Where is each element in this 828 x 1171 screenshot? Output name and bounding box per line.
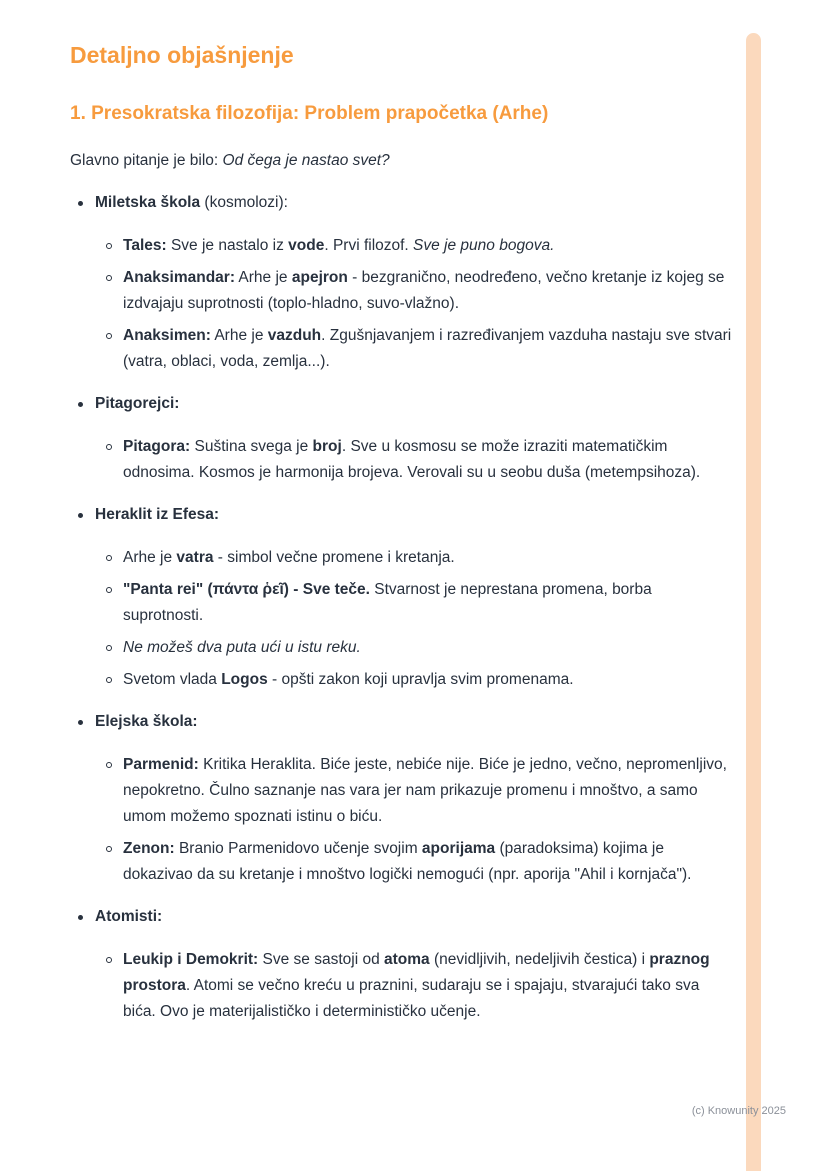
- text-segment: Miletska škola: [95, 194, 201, 211]
- text-segment: - opšti zakon koji upravlja svim promenama.: [267, 671, 574, 688]
- text-segment: Logos: [221, 671, 268, 688]
- document-content: [70, 42, 736, 1031]
- outline-subitem: [70, 323, 736, 375]
- text-segment: Suština svega je: [190, 438, 313, 455]
- text-segment: . Zgušnjavanjem i razređivanjem vazduha nastaju sve stvari (vatra, oblaci, voda, zemlja...).: [123, 327, 732, 370]
- outline-subitem-text: [123, 836, 736, 888]
- text-segment: Anaksimandar:: [123, 269, 235, 286]
- outline-subitem-text: [123, 752, 736, 830]
- intro-text: Glavno pitanje je bilo:: [70, 152, 223, 169]
- text-segment: vazduh: [267, 327, 322, 344]
- outline-item-text: [95, 190, 288, 216]
- text-segment: . Atomi se večno kreću u praznini, sudaraju se i spajaju, stvarajući tako sva bića. Ovo je materijalističko i determinističko učenje.: [123, 977, 700, 1020]
- text-segment: Parmenid:: [123, 756, 199, 773]
- outline-subitem: [70, 265, 736, 317]
- text-segment: Sve je puno bogova.: [413, 237, 555, 254]
- text-segment: Tales:: [123, 237, 167, 254]
- text-segment: . Prvi filozof.: [324, 237, 414, 254]
- bullet-icon: [78, 402, 83, 407]
- outline-item: [70, 709, 736, 735]
- outline-subitem-text: [123, 947, 736, 1025]
- text-segment: Leukip i Demokrit:: [123, 951, 259, 968]
- text-segment: apejron: [291, 269, 348, 286]
- outline-subitem-text: [123, 667, 574, 693]
- outline-subitem: [70, 434, 736, 486]
- text-segment: aporijama: [421, 840, 496, 857]
- outline-subitem: [70, 545, 736, 571]
- copyright-footer: (c) Knowunity 2025: [691, 1105, 786, 1117]
- text-segment: atoma: [384, 951, 430, 968]
- text-segment: (kosmolozi):: [200, 194, 288, 211]
- text-segment: - simbol večne promene i kretanja.: [213, 549, 455, 566]
- text-segment: vode: [288, 237, 325, 254]
- outline-group: [70, 391, 736, 486]
- text-segment: vatra: [176, 549, 214, 566]
- circle-bullet-icon: [106, 333, 112, 339]
- text-segment: Arhe je: [210, 327, 268, 344]
- text-segment: Svetom vlada: [123, 671, 222, 688]
- outline-subitem: [70, 836, 736, 888]
- outline-subitem-text: [123, 635, 361, 661]
- outline-item-text: [95, 904, 162, 930]
- text-segment: Zenon:: [123, 840, 175, 857]
- text-segment: praznog prostora: [123, 951, 710, 994]
- text-segment: (nevidljivih, nedeljivih čestica) i: [429, 951, 650, 968]
- bullet-icon: [78, 720, 83, 725]
- text-segment: Stvarnost je neprestana promena, borba suprotnosti.: [123, 581, 652, 624]
- bullet-icon: [78, 513, 83, 518]
- outline-item: [70, 502, 736, 528]
- outline-item: [70, 904, 736, 930]
- intro-question: Od čega je nastao svet?: [222, 152, 390, 169]
- page-title: Detaljno objašnjenje: [70, 42, 294, 68]
- circle-bullet-icon: [106, 645, 112, 651]
- circle-bullet-icon: [106, 957, 112, 963]
- outline-subitem: [70, 233, 736, 259]
- text-segment: . Sve u kosmosu se može izraziti matematičkim odnosima. Kosmos je harmonija brojeva. Verovali su u seobu duša (metempsihoza).: [123, 438, 701, 481]
- text-segment: Pitagorejci:: [95, 395, 180, 412]
- outline-group: [70, 190, 736, 375]
- outline-list: [70, 190, 736, 1025]
- outline-subitem-text: [123, 434, 736, 486]
- bullet-icon: [78, 201, 83, 206]
- circle-bullet-icon: [106, 846, 112, 852]
- circle-bullet-icon: [106, 677, 112, 683]
- outline-group: [70, 709, 736, 888]
- text-segment: "Panta rei" (πάντα ῥεῖ) - Sve teče.: [123, 581, 370, 598]
- intro-paragraph: [70, 148, 736, 174]
- text-segment: (paradoksima) kojima je dokazivao da su kretanje i mnoštvo logički nemogući (npr. aporija "Ahil i kornjača").: [123, 840, 692, 883]
- text-segment: Branio Parmenidovo učenje svojim: [174, 840, 422, 857]
- bullet-icon: [78, 915, 83, 920]
- text-segment: Ne možeš dva puta ući u istu reku.: [123, 639, 361, 656]
- circle-bullet-icon: [106, 555, 112, 561]
- text-segment: Sve se sastoji od: [258, 951, 385, 968]
- circle-bullet-icon: [106, 762, 112, 768]
- text-segment: Kritika Heraklita. Biće jeste, nebiće nije. Biće je jedno, večno, nepromenljivo, nepokretno. Čulno saznanje nas vara jer nam prikazuje promenu i mnoštvo, a samo umom možemo spoznati istinu o biću.: [123, 756, 727, 825]
- text-segment: Heraklit iz Efesa:: [95, 506, 220, 523]
- circle-bullet-icon: [106, 275, 112, 281]
- outline-subitem: [70, 635, 736, 661]
- outline-subitem: [70, 947, 736, 1025]
- circle-bullet-icon: [106, 243, 112, 249]
- text-segment: broj: [312, 438, 342, 455]
- outline-subitem-text: [123, 323, 736, 375]
- text-segment: Elejska škola:: [95, 713, 198, 730]
- outline-item-text: [95, 709, 198, 735]
- outline-item: [70, 391, 736, 417]
- text-segment: - bezgranično, neodređeno, večno kretanje iz kojeg se izdvajaju suprotnosti (toplo-hladno, suvo-vlažno).: [123, 269, 725, 312]
- outline-item-text: [95, 502, 219, 528]
- outline-item-text: [95, 391, 179, 417]
- text-segment: Arhe je: [234, 269, 292, 286]
- text-segment: Anaksimen:: [123, 327, 211, 344]
- text-segment: Arhe je: [123, 549, 177, 566]
- outline-item: [70, 190, 736, 216]
- circle-bullet-icon: [106, 444, 112, 450]
- outline-subitem: [70, 577, 736, 629]
- text-segment: Pitagora:: [123, 438, 191, 455]
- outline-subitem-text: [123, 233, 554, 259]
- text-segment: Sve je nastalo iz: [166, 237, 289, 254]
- page-edge-stripe: [746, 33, 761, 1171]
- outline-group: [70, 904, 736, 1025]
- outline-subitem: [70, 667, 736, 693]
- section-heading: 1. Presokratska filozofija: Problem prapočetka (Arhe): [70, 103, 549, 124]
- outline-subitem-text: [123, 545, 455, 571]
- text-segment: Atomisti:: [95, 908, 163, 925]
- outline-subitem-text: [123, 577, 736, 629]
- outline-subitem: [70, 752, 736, 830]
- circle-bullet-icon: [106, 587, 112, 593]
- outline-subitem-text: [123, 265, 736, 317]
- outline-group: [70, 502, 736, 693]
